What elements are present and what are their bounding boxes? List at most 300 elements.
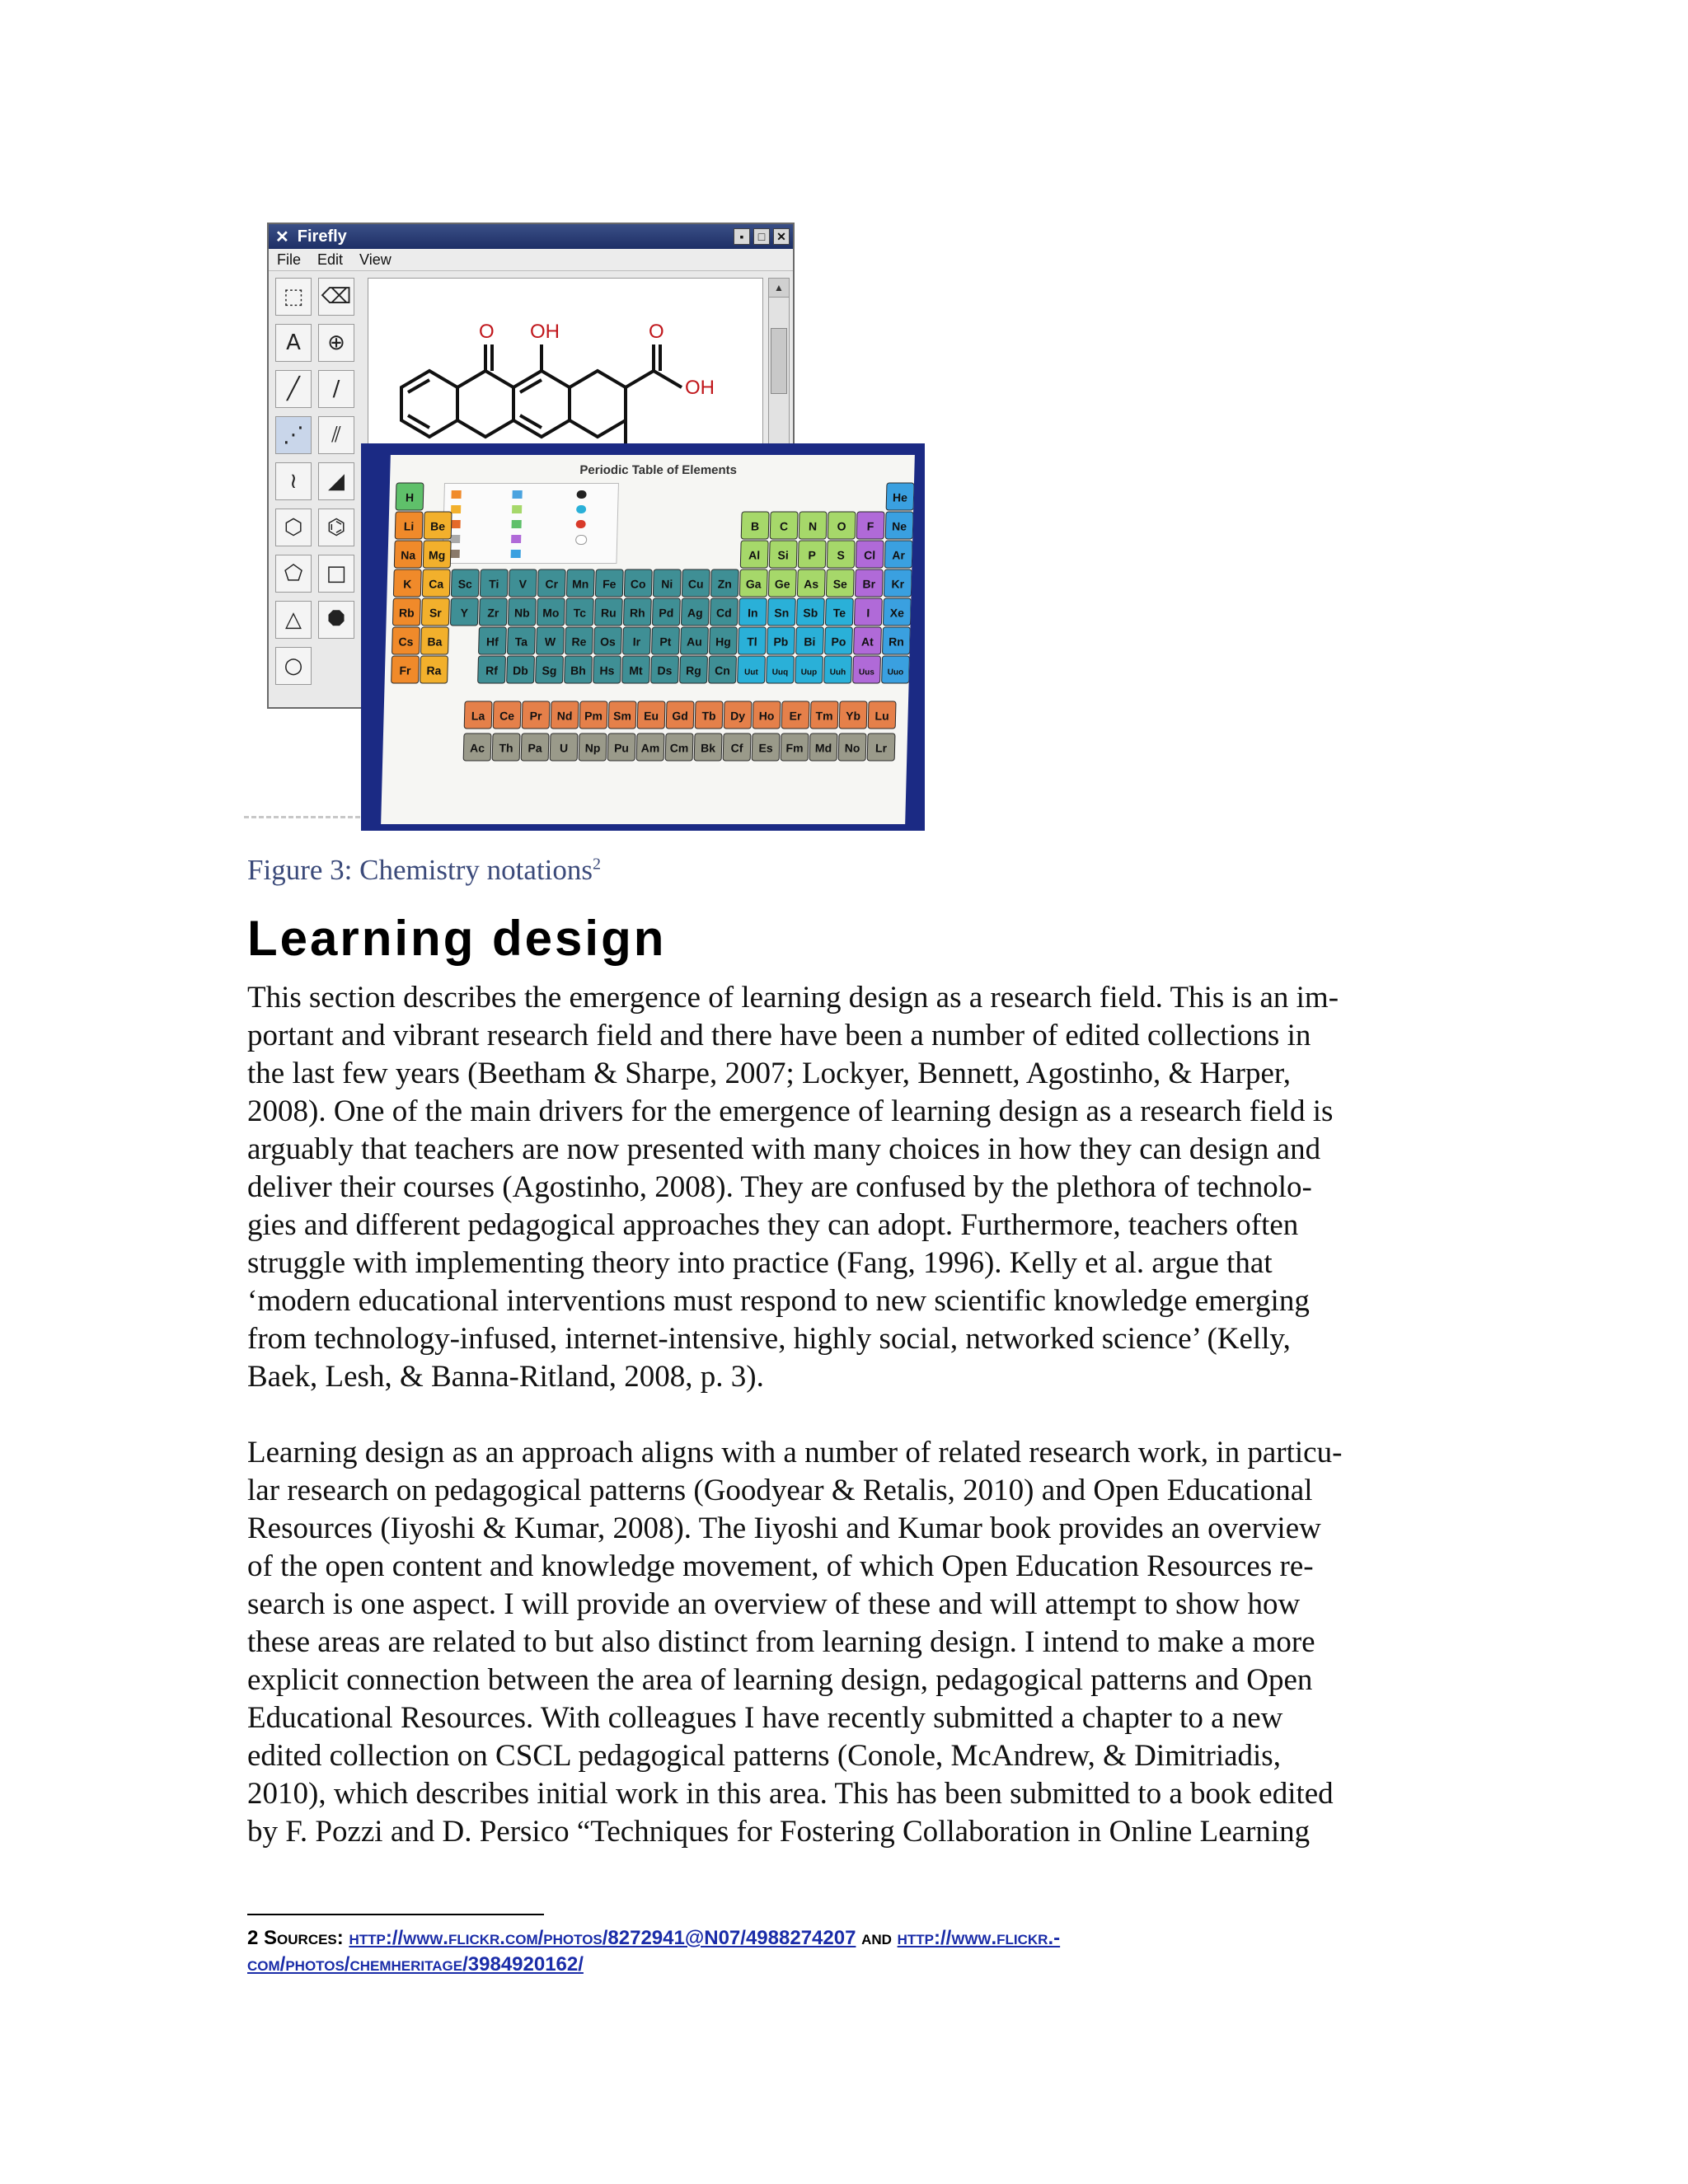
svg-text:Fr: Fr <box>399 663 411 677</box>
svg-text:La: La <box>471 709 485 723</box>
element-block <box>623 598 651 626</box>
periodic-table-photo <box>361 443 925 831</box>
svg-text:Se: Se <box>832 577 848 591</box>
svg-text:Bk: Bk <box>700 741 716 755</box>
svg-text:Uut: Uut <box>743 668 758 677</box>
text-line: search is one aspect. I will provide an overview of these and will attempt to show how <box>247 1587 1301 1621</box>
footnote-link-1[interactable]: http://www.flickr.com/photos/8272941@N07/4988274207 <box>349 1927 856 1949</box>
hashed-bond-icon: ⋰ <box>275 416 312 454</box>
maximize-icon: □ <box>753 228 770 245</box>
element-block <box>795 656 823 683</box>
lanthanide-block <box>551 701 579 729</box>
actinide-block <box>723 733 751 761</box>
minimize-icon: ▪ <box>734 228 750 245</box>
svg-text:Md: Md <box>814 741 832 755</box>
actinide-block <box>521 733 549 761</box>
svg-text:Cd: Cd <box>715 606 732 620</box>
figure-chemistry-notations <box>244 216 928 842</box>
element-block <box>884 541 912 568</box>
element-block <box>450 598 478 626</box>
actinide-block <box>463 733 491 761</box>
lanthanide-block <box>464 701 492 729</box>
svg-text:Bi: Bi <box>804 635 816 649</box>
svg-text:Fm: Fm <box>785 741 804 755</box>
lanthanide-block <box>839 701 867 729</box>
svg-text:Rb: Rb <box>398 606 415 620</box>
menu-file: File <box>277 251 302 268</box>
svg-text:Tl: Tl <box>746 635 757 649</box>
text-line: Educational Resources. With colleagues I have recently submitted a chapter to a new <box>247 1701 1283 1735</box>
svg-text:Sr: Sr <box>429 606 442 620</box>
text-line: by F. Pozzi and D. Persico “Techniques for Fostering Collaboration in Online Learning <box>247 1815 1311 1849</box>
figure-caption-text: Figure 3: Chemistry notations <box>247 854 593 886</box>
footnote-label: Sources: <box>264 1927 344 1949</box>
svg-text:F: F <box>866 519 874 533</box>
svg-text:Ti: Ti <box>488 577 499 591</box>
svg-text:Tm: Tm <box>815 709 833 723</box>
svg-text:Cm: Cm <box>669 741 689 755</box>
hexagon-icon: ⬡ <box>275 509 312 546</box>
svg-text:Ra: Ra <box>426 663 442 677</box>
element-block <box>824 656 852 683</box>
element-block <box>740 541 768 568</box>
footnote-number: 2 <box>247 1927 259 1949</box>
svg-text:Pr: Pr <box>529 709 542 723</box>
svg-text:Rh: Rh <box>629 606 645 620</box>
text-line: of the open content and knowledge movement, of which Open Education Resources re- <box>247 1549 1314 1583</box>
window-menubar <box>269 249 793 271</box>
element-block <box>396 483 424 510</box>
octagon-icon: ⯃ <box>318 601 354 639</box>
svg-text:Cu: Cu <box>687 577 704 591</box>
footnote-line-1 <box>247 1925 1451 1952</box>
text-line: gies and different pedagogical approaches they can adopt. Furthermore, teachers often <box>247 1208 1299 1242</box>
svg-text:Zn: Zn <box>717 577 733 591</box>
element-block <box>393 569 421 597</box>
text-line: the last few years (Beetham & Sharpe, 2007; Lockyer, Bennett, Agostinho, & Harper, <box>247 1057 1292 1090</box>
svg-text:Cr: Cr <box>545 577 559 591</box>
lanthanide-block <box>810 701 838 729</box>
element-block <box>653 569 681 597</box>
actinide-block <box>752 733 780 761</box>
svg-text:Db: Db <box>512 663 529 677</box>
element-block <box>509 569 537 597</box>
element-block <box>710 598 738 626</box>
svg-text:Zr: Zr <box>487 606 499 620</box>
element-block <box>507 656 535 683</box>
element-block <box>767 656 795 683</box>
svg-text:No: No <box>844 741 860 755</box>
element-block <box>710 569 738 597</box>
benzene-icon: ⌬ <box>318 509 354 546</box>
atom-label: OH <box>685 377 715 399</box>
svg-text:Es: Es <box>758 741 773 755</box>
text-line: Learning design as an approach aligns with a number of related research work, in particu- <box>247 1436 1343 1469</box>
svg-text:Ga: Ga <box>745 577 762 591</box>
element-block <box>797 569 825 597</box>
svg-text:Np: Np <box>584 741 601 755</box>
element-block <box>420 656 448 683</box>
element-block <box>855 569 883 597</box>
svg-text:Er: Er <box>789 709 802 723</box>
element-block <box>421 627 449 654</box>
element-block <box>825 627 853 654</box>
svg-text:Fe: Fe <box>602 577 617 591</box>
svg-text:U: U <box>559 741 569 755</box>
svg-text:Tc: Tc <box>573 606 587 620</box>
element-block <box>709 656 737 683</box>
svg-text:Hf: Hf <box>485 635 499 649</box>
svg-text:Lu: Lu <box>874 709 889 723</box>
svg-text:At: At <box>860 635 874 649</box>
element-block <box>826 569 854 597</box>
element-block <box>854 598 882 626</box>
text-line: Baek, Lesh, & Banna-Ritland, 2008, p. 3). <box>247 1360 764 1394</box>
svg-text:Os: Os <box>599 635 616 649</box>
svg-text:Pt: Pt <box>659 635 672 649</box>
svg-text:Sc: Sc <box>457 577 473 591</box>
svg-text:Ds: Ds <box>657 663 673 677</box>
charge-tool-icon: ⊕ <box>318 324 354 362</box>
square-icon: □ <box>318 555 354 593</box>
svg-text:Uuo: Uuo <box>887 668 904 677</box>
svg-text:Te: Te <box>832 606 846 620</box>
svg-text:Ta: Ta <box>514 635 528 649</box>
text-line: these areas are related to but also distinct from learning design. I intend to make a more <box>247 1625 1315 1659</box>
element-block <box>738 656 766 683</box>
svg-text:Mo: Mo <box>542 606 560 620</box>
svg-text:Am: Am <box>640 741 660 755</box>
element-block <box>680 656 708 683</box>
actinide-block <box>694 733 722 761</box>
actinide-block <box>607 733 635 761</box>
element-block <box>682 569 710 597</box>
svg-text:Be: Be <box>429 519 446 533</box>
text-line: struggle with implementing theory into practice (Fang, 1996). Kelly et al. argue that <box>247 1246 1273 1280</box>
svg-text:Kr: Kr <box>891 577 905 591</box>
svg-text:Hg: Hg <box>715 635 731 649</box>
svg-text:Uuq: Uuq <box>771 668 789 677</box>
svg-text:Sg: Sg <box>542 663 557 677</box>
actinide-block <box>867 733 895 761</box>
text-line: edited collection on CSCL pedagogical patterns (Conole, McAndrew, & Dimitriadis, <box>247 1739 1281 1773</box>
actinide-block <box>636 733 664 761</box>
svg-text:N: N <box>808 519 818 533</box>
svg-text:Rg: Rg <box>685 663 702 677</box>
svg-text:Ba: Ba <box>427 635 443 649</box>
svg-text:Gd: Gd <box>672 709 689 723</box>
element-block <box>423 541 451 568</box>
element-block <box>738 598 767 626</box>
element-block <box>537 569 565 597</box>
svg-text:Xe: Xe <box>889 606 905 620</box>
svg-text:Uuh: Uuh <box>829 668 846 677</box>
svg-text:Ca: Ca <box>429 577 444 591</box>
svg-text:Mt: Mt <box>629 663 643 677</box>
element-block <box>394 541 422 568</box>
svg-text:Eu: Eu <box>643 709 659 723</box>
svg-text:Pm: Pm <box>584 709 603 723</box>
lanthanide-block <box>579 701 607 729</box>
pentagon-icon: ⬠ <box>275 555 312 593</box>
svg-text:Li: Li <box>403 519 415 533</box>
element-block <box>392 598 420 626</box>
element-block <box>392 656 420 683</box>
text-tool-icon: A <box>275 324 312 362</box>
element-block <box>681 627 709 654</box>
element-block <box>566 569 594 597</box>
lanthanide-block <box>493 701 521 729</box>
select-rect-icon: ⬚ <box>275 278 312 316</box>
footnote-link-2-continued[interactable]: com/photos/chemheritage/3984920162/ <box>247 1953 584 1975</box>
tool-palette <box>275 278 361 690</box>
menu-edit: Edit <box>317 251 344 268</box>
x-logo-icon: ✕ <box>275 227 289 246</box>
element-block <box>395 512 423 539</box>
svg-text:C: C <box>779 519 789 533</box>
lanthanide-block <box>522 701 550 729</box>
text-line: portant and vibrant research field and there have been a number of edited collections in <box>247 1019 1311 1052</box>
circle-icon: ○ <box>275 647 312 685</box>
element-block <box>798 541 826 568</box>
svg-text:W: W <box>544 635 556 649</box>
window-titlebar <box>269 224 793 249</box>
svg-text:Pa: Pa <box>528 741 542 755</box>
text-line: 2010), which describes initial work in this area. This has been submitted to a book edited <box>247 1777 1334 1811</box>
double-bond-icon: ⫽ <box>318 416 354 454</box>
svg-text:P: P <box>808 548 817 562</box>
bold-bond-icon: ╱ <box>275 370 312 408</box>
svg-text:Lr: Lr <box>874 741 888 755</box>
svg-text:V: V <box>518 577 528 591</box>
element-block <box>854 627 882 654</box>
text-line: ‘modern educational interventions must respond to new scientific knowledge emerging <box>247 1284 1310 1318</box>
element-block <box>886 483 914 510</box>
element-block <box>508 598 536 626</box>
element-block <box>622 656 650 683</box>
element-block <box>799 512 827 539</box>
element-block <box>768 569 796 597</box>
element-block <box>565 598 593 626</box>
element-block <box>624 569 652 597</box>
footnote <box>247 1925 1451 1978</box>
element-block <box>594 598 622 626</box>
text-line: 2008). One of the main drivers for the emergence of learning design as a research field is <box>247 1094 1334 1128</box>
svg-text:Sb: Sb <box>803 606 818 620</box>
footnote-reference: 2 <box>593 855 602 874</box>
element-block <box>595 569 623 597</box>
actinide-block <box>550 733 578 761</box>
svg-text:Al: Al <box>748 548 761 562</box>
periodic-table-grid <box>381 455 915 824</box>
scroll-up-icon: ▲ <box>769 279 789 298</box>
svg-text:Nb: Nb <box>513 606 530 620</box>
svg-text:O: O <box>837 519 846 533</box>
element-block <box>856 541 884 568</box>
svg-text:Ag: Ag <box>687 606 703 620</box>
element-block <box>652 627 680 654</box>
svg-text:Mg: Mg <box>428 548 446 562</box>
svg-text:Po: Po <box>831 635 846 649</box>
lanthanide-block <box>637 701 665 729</box>
svg-text:I: I <box>866 606 870 620</box>
eraser-icon: ⌫ <box>318 278 354 316</box>
svg-text:Nd: Nd <box>556 709 573 723</box>
section-heading: Learning design <box>247 911 667 966</box>
element-block <box>882 656 910 683</box>
lanthanide-block <box>868 701 896 729</box>
actinide-block <box>492 733 520 761</box>
element-block <box>421 598 449 626</box>
text-line: arguably that teachers are now presented with many choices in how they can design and <box>247 1132 1321 1166</box>
chain-tool-icon: ≀ <box>275 462 312 500</box>
actinide-block <box>838 733 866 761</box>
text-line: This section describes the emergence of learning design as a research field. This is an im- <box>247 981 1339 1015</box>
svg-text:Cs: Cs <box>398 635 414 649</box>
actinide-block <box>665 733 693 761</box>
element-block <box>770 512 798 539</box>
lanthanide-block <box>666 701 694 729</box>
svg-text:Cl: Cl <box>863 548 876 562</box>
close-icon: ✕ <box>773 228 790 245</box>
actinide-block <box>579 733 607 761</box>
svg-text:Rn: Rn <box>888 635 904 649</box>
dashed-divider <box>244 816 368 818</box>
svg-text:Dy: Dy <box>729 709 746 723</box>
svg-text:Sn: Sn <box>774 606 790 620</box>
lanthanide-block <box>753 701 781 729</box>
svg-text:Rf: Rf <box>485 663 499 677</box>
svg-text:Uup: Uup <box>800 668 818 677</box>
svg-text:Cf: Cf <box>730 741 743 755</box>
svg-text:Pu: Pu <box>613 741 630 755</box>
text-line: explicit connection between the area of learning design, pedagogical patterns and Open <box>247 1663 1313 1697</box>
svg-text:Co: Co <box>630 577 646 591</box>
svg-text:Ac: Ac <box>469 741 485 755</box>
svg-text:Ho: Ho <box>758 709 775 723</box>
svg-text:Th: Th <box>499 741 513 755</box>
element-block <box>883 598 911 626</box>
element-block <box>883 627 911 654</box>
text-line: deliver their courses (Agostinho, 2008). They are confused by the plethora of technolo- <box>247 1170 1312 1204</box>
svg-text:Au: Au <box>686 635 702 649</box>
element-block <box>593 656 621 683</box>
element-block <box>392 627 420 654</box>
element-block <box>739 569 767 597</box>
svg-text:Si: Si <box>777 548 790 562</box>
element-block <box>856 512 884 539</box>
svg-text:Hs: Hs <box>599 663 615 677</box>
paragraph-2 <box>247 1434 1451 1851</box>
element-block <box>479 598 507 626</box>
element-block <box>651 656 679 683</box>
text-line: from technology-infused, internet-intensive, highly social, networked science’ (Kelly, <box>247 1322 1291 1356</box>
element-block <box>681 598 709 626</box>
atom-label: OH <box>530 321 560 343</box>
svg-text:Pd: Pd <box>659 606 674 620</box>
svg-text:Mn: Mn <box>571 577 589 591</box>
lanthanide-block <box>781 701 809 729</box>
svg-text:S: S <box>837 548 846 562</box>
element-block <box>767 627 795 654</box>
element-block <box>741 512 769 539</box>
element-block <box>480 569 508 597</box>
svg-text:Y: Y <box>460 606 469 620</box>
actinide-block <box>809 733 837 761</box>
element-block <box>767 598 795 626</box>
element-block <box>885 512 913 539</box>
svg-text:Ni: Ni <box>661 577 673 591</box>
svg-text:Bh: Bh <box>570 663 587 677</box>
svg-text:K: K <box>402 577 412 591</box>
element-block <box>828 512 856 539</box>
svg-text:Pb: Pb <box>773 635 789 649</box>
svg-text:Uus: Uus <box>858 668 875 677</box>
svg-text:Yb: Yb <box>845 709 861 723</box>
lanthanide-block <box>724 701 752 729</box>
lanthanide-block <box>695 701 723 729</box>
text-line: lar research on pedagogical patterns (Goodyear & Retalis, 2010) and Open Educational <box>247 1474 1313 1507</box>
element-block <box>796 598 824 626</box>
periodic-table-title: Periodic Table of Elements <box>579 463 738 477</box>
svg-text:Ar: Ar <box>892 548 906 562</box>
element-block <box>827 541 855 568</box>
actinide-block <box>781 733 809 761</box>
element-block <box>537 627 565 654</box>
element-block <box>825 598 853 626</box>
footnote-line-2 <box>247 1952 1451 1978</box>
element-block <box>623 627 651 654</box>
svg-text:In: In <box>747 606 758 620</box>
svg-text:Ce: Ce <box>499 709 515 723</box>
wedge-bond-icon: ◢ <box>318 462 354 500</box>
svg-text:Na: Na <box>401 548 416 562</box>
element-block <box>652 598 680 626</box>
element-block <box>796 627 824 654</box>
paragraph-1 <box>247 979 1451 1396</box>
triangle-icon: △ <box>275 601 312 639</box>
footnote-rule <box>247 1914 544 1915</box>
svg-text:Br: Br <box>862 577 876 591</box>
periodic-table-sheet <box>381 455 915 824</box>
element-block <box>565 656 593 683</box>
svg-text:H: H <box>405 490 415 504</box>
svg-text:Re: Re <box>571 635 587 649</box>
element-block <box>738 627 767 654</box>
single-bond-icon: ∕ <box>318 370 354 408</box>
svg-text:Tb: Tb <box>701 709 716 723</box>
element-block <box>424 512 452 539</box>
footnote-link-2[interactable]: http://www.flickr.- <box>897 1927 1061 1949</box>
svg-text:Ne: Ne <box>891 519 907 533</box>
element-block <box>536 656 564 683</box>
svg-text:Cn: Cn <box>714 663 731 677</box>
element-block <box>769 541 797 568</box>
element-block <box>478 656 506 683</box>
element-block <box>884 569 912 597</box>
element-block <box>710 627 738 654</box>
element-block <box>565 627 593 654</box>
atom-label: O <box>649 321 664 343</box>
window-title: Firefly <box>297 227 347 246</box>
svg-text:Sm: Sm <box>612 709 632 723</box>
element-block <box>853 656 881 683</box>
element-block <box>537 598 565 626</box>
svg-text:As: As <box>804 577 819 591</box>
lanthanide-block <box>608 701 636 729</box>
svg-text:Ge: Ge <box>774 577 790 591</box>
scroll-thumb <box>771 328 787 394</box>
